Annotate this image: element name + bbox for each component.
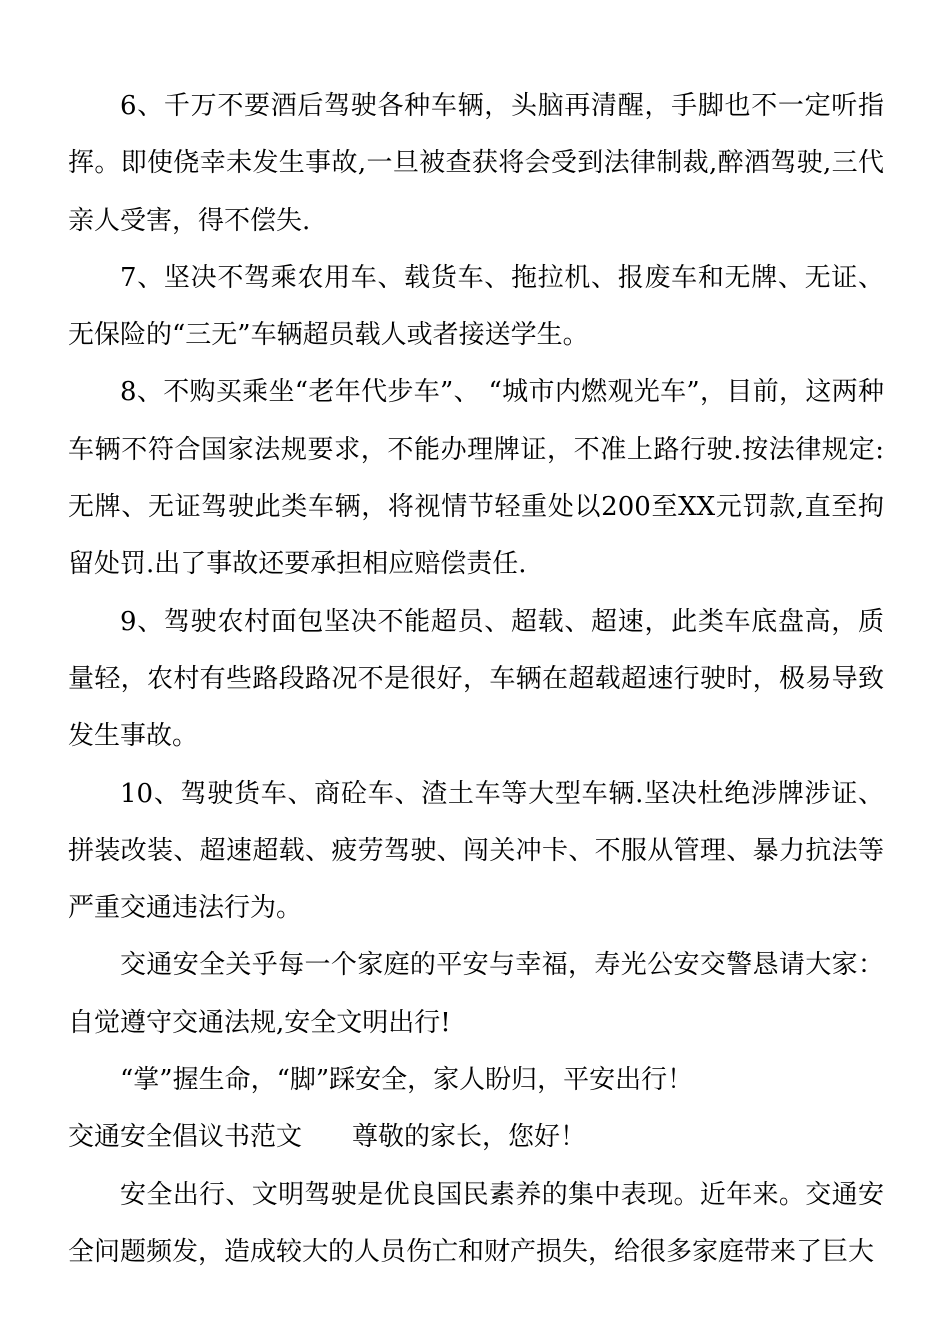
greeting: 尊敬的家长，您好！ [352, 1122, 587, 1153]
paragraph-6: 6、千万不要酒后驾驶各种车辆，头脑再清醒，手脚也不一定听指挥。即使侥幸未发生事故,一旦被查获将会受到法律制裁,醉酒驾驶,三代亲人受害，得不偿失. [68, 91, 884, 236]
document-page [68, 78, 884, 1281]
title-greeting-line [68, 1109, 884, 1166]
article-title: 交通安全倡议书范文 [68, 1122, 303, 1153]
paragraph-10: 10、驾驶货车、商砼车、渣土车等大型车辆.坚决杜绝涉牌涉证、拼装改装、超速超载、疲劳驾驶、闯关冲卡、不服从管理、暴力抗法等严重交通违法行为。 [68, 778, 884, 924]
appeal-paragraph: 交通安全关乎每一个家庭的平安与幸福，寿光公安交警恳请大家：自觉遵守交通法规,安全文明出行! [68, 950, 884, 1038]
slogan: “掌”握生命，“脚”踩安全，家人盼归，平安出行！ [120, 1065, 694, 1096]
paragraph-9: 9、驾驶农村面包坚决不能超员、超载、超速，此类车底盘高，质量轻，农村有些路段路况不是很好，车辆在超载超速行驶时，极易导致发生事故。 [68, 606, 884, 752]
closing-paragraph: 安全出行、文明驾驶是优良国民素养的集中表现。近年来。交通安全问题频发，造成较大的人员伤亡和财产损失，给很多家庭带来了巨大 [68, 1179, 884, 1267]
paragraph-8: 8、不购买乘坐“老年代步车”、 “城市内燃观光车”，目前，这两种车辆不符合国家法规要求，不能办理牌证，不准上路行驶.按法律规定:无牌、无证驾驶此类车辆，将视情节轻重处以200至XX元罚款,直至拘留处罚.出了事故还要承担相应赔偿责任. [68, 377, 884, 580]
paragraph-7: 7、坚决不驾乘农用车、载货车、拖拉机、报废车和无牌、无证、无保险的“三无”车辆超员载人或者接送学生。 [68, 262, 884, 351]
